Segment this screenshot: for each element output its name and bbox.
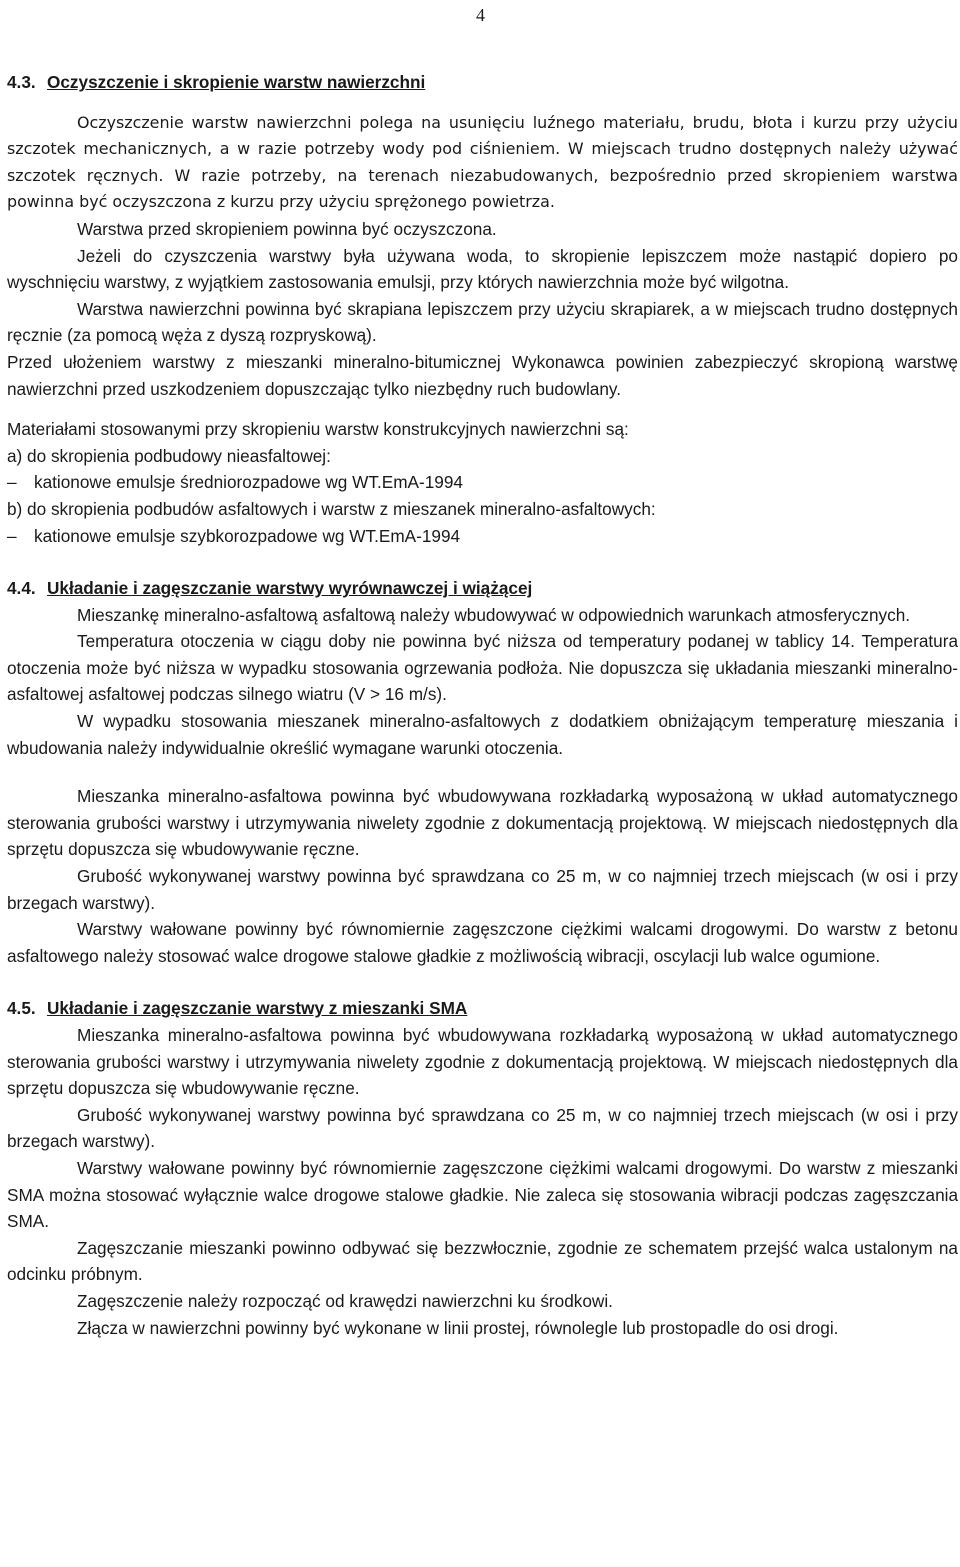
list-item [7,469,958,496]
section-number: 4.3. [7,72,36,92]
paragraph: Złącza w nawierzchni powinny być wykonane w linii prostej, równolegle lub prostopadle do osi drogi. [77,1317,839,1338]
list-item-text: kationowe emulsje szybkorozpadowe wg WT.EmA-1994 [34,525,461,546]
paragraph: Warstwy wałowane powinny być równomiernie zagęszczone ciężkimi walcami drogowymi. Do warstw z betonu asfaltowego należy stosować walce drogowe stalowe gładkie z możliwością wibracji, oscylacji lub walce ogumione. [7,919,958,966]
paragraph: Oczyszczenie warstw nawierzchni polega na usunięciu luźnego materiału, brudu, błota i kurzu przy użyciu szczotek mechanicznych, a w razie potrzeby wody pod ciśnieniem. W miejscach trudno dostępnych należy używać szczotek ręcznych. W razie potrzeby, na terenach niezabudowanych, bezpośrednio przed skropieniem warstwa powinna być oczyszczona z kurzu przy użyciu sprężonego powietrza. [7,112,958,212]
list-label: a) do skropienia podbudowy nieasfaltowej: [7,445,331,466]
section-heading-4-3 [7,69,958,96]
page-number: 4 [476,5,485,25]
paragraph: Grubość wykonywanej warstwy powinna być sprawdzana co 25 m, w co najmniej trzech miejscach (w osi i przy brzegach warstwy). [7,866,958,913]
document-body [7,69,958,1341]
paragraph: Warstwa przed skropieniem powinna być oczyszczona. [77,218,497,239]
section-heading-4-4 [7,575,958,602]
paragraph: Warstwy wałowane powinny być równomiernie zagęszczone ciężkimi walcami drogowymi. Do warstw z mieszanki SMA można stosować wyłącznie walce drogowe stalowe gładkie. Nie zaleca się stosowania wibracji podczas zagęszczania SMA. [7,1157,958,1232]
dash-bullet-icon: – [7,472,17,493]
paragraph: Mieszanka mineralno-asfaltowa powinna być wbudowywana rozkładarką wyposażoną w układ automatycznego sterowania grubości warstwy i utrzymywania niwelety zgodnie z dokumentacją projektową. W miejscach niedostępnych dla sprzętu dopuszcza się wbudowywanie ręczne. [7,1025,958,1099]
section-title: Układanie i zagęszczanie warstwy z mieszanki SMA [47,998,468,1019]
paragraph: Zagęszczanie mieszanki powinno odbywać się bezzwłocznie, zgodnie ze schematem przejść walca ustalonym na odcinku próbnym. [7,1237,958,1285]
paragraph: Zagęszczenie należy rozpocząć od krawędzi nawierzchni ku środkowi. [77,1290,613,1311]
section-title: Układanie i zagęszczanie warstwy wyrównawczej i wiążącej [47,578,533,599]
dash-bullet-icon: – [7,525,17,546]
section-title: Oczyszczenie i skropienie warstw nawierzchni [47,72,426,92]
section-number: 4.5. [7,998,36,1019]
paragraph: W wypadku stosowania mieszanek mineralno-asfaltowych z dodatkiem obniżającym temperaturę mieszania i wbudowania należy indywidualnie określić wymagane warunki otoczenia. [7,711,958,758]
paragraph: Warstwa nawierzchni powinna być skrapiana lepiszczem przy użyciu skrapiarek, a w miejscach trudno dostępnych ręcznie (za pomocą węża z dyszą rozpryskową). [7,298,958,346]
section-number: 4.4. [7,578,36,599]
section-heading-4-5 [7,995,958,1022]
paragraph: Grubość wykonywanej warstwy powinna być sprawdzana co 25 m, w co najmniej trzech miejscach (w osi i przy brzegach warstwy). [7,1104,958,1152]
paragraph: Przed ułożeniem warstwy z mieszanki mineralno-bitumicznej Wykonawca powinien zabezpieczyć skropioną warstwę nawierzchni przed uszkodzeniem dopuszczając tylko niezbędny ruch budowlany. [7,351,958,399]
paragraph: Materiałami stosowanymi przy skropieniu warstw konstrukcyjnych nawierzchni są: [7,419,629,440]
list-label: b) do skropienia podbudów asfaltowych i warstw z mieszanek mineralno-asfaltowych: [7,498,656,519]
paragraph: Jeżeli do czyszczenia warstwy była używana woda, to skropienie lepiszczem może nastąpić dopiero po wyschnięciu warstwy, z wyjątkiem zastosowania emulsji, przy których nawierzchnia może być wilgotna. [7,245,958,293]
list-item [7,523,958,550]
paragraph: Mieszankę mineralno-asfaltową asfaltową należy wbudowywać w odpowiednich warunkach atmosferycznych. [77,604,911,625]
list-item-text: kationowe emulsje średniorozpadowe wg WT.EmA-1994 [34,472,463,493]
paragraph: Temperatura otoczenia w ciągu doby nie powinna być niższa od temperatury podanej w tablicy 14. Temperatura otoczenia może być niższa w wypadku stosowania ogrzewania podłoża. Nie dopuszcza się układania mieszanki mineralno-asfaltowej asfaltowej podczas silnego wiatru (V > 16 m/s). [7,631,958,705]
paragraph: Mieszanka mineralno-asfaltowa powinna być wbudowywana rozkładarką wyposażoną w układ automatycznego sterowania grubości warstwy i utrzymywania niwelety zgodnie z dokumentacją projektową. W miejscach niedostępnych dla sprzętu dopuszcza się wbudowywanie ręczne. [7,786,958,860]
